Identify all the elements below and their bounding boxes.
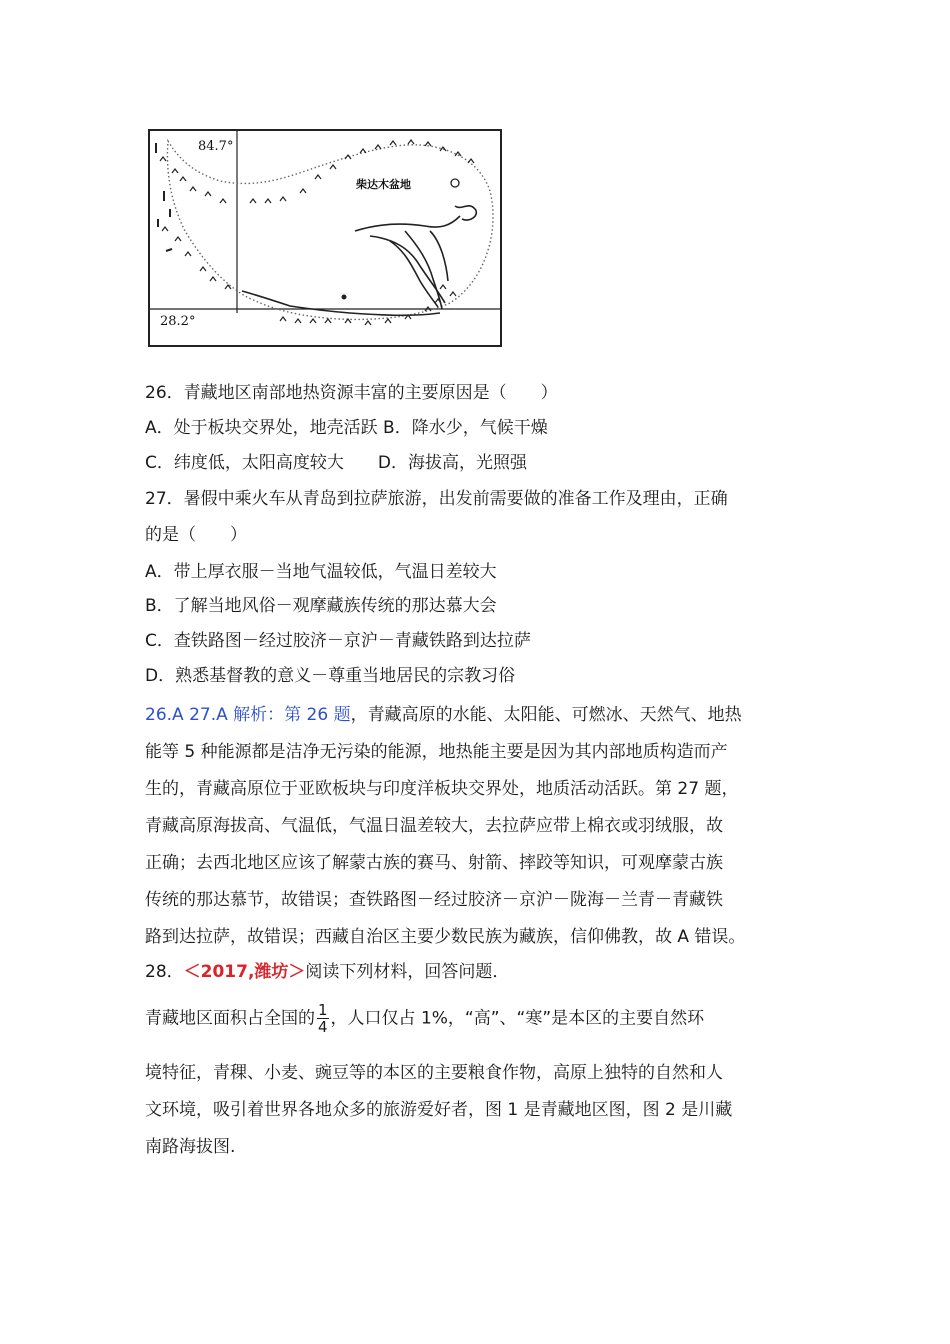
q26-stem: 26．青藏地区南部地热资源丰富的主要原因是（ ） [145, 383, 558, 403]
southern-border [242, 291, 440, 315]
q26-options-ab: A．处于板块交界处，地壳活跃 B．降水少，气候干燥 [145, 418, 548, 438]
qinghai-tibet-map [148, 129, 502, 347]
q27-option-d: D．熟悉基督教的意义－尊重当地居民的宗教习俗 [145, 666, 516, 686]
fraction-denominator: 4 [318, 1018, 328, 1036]
qaidam-basin-label: 柴达木盆地 [356, 178, 411, 191]
answer-line-1-rest: ，青藏高原的水能、太阳能、可燃冰、天然气、地热 [350, 705, 742, 725]
q27-stem-line2: 的是（ ） [145, 525, 247, 545]
answer-line-2: 能等 5 种能源都是洁净无污染的能源，地热能主要是因为其内部地质构造而产 [145, 742, 728, 762]
answer-line-3: 生的，青藏高原位于亚欧板块与印度洋板块交界处，地质活动活跃。第 27 题， [145, 779, 739, 799]
q28-p1-after: ，人口仅占 1%，“高”、“寒”是本区的主要自然环 [330, 1008, 705, 1029]
answer-line-6: 传统的那达慕节，故错误；查铁路图－经过胶济－京沪－陇海－兰青－青藏铁 [145, 890, 723, 910]
q28-heading [145, 960, 509, 984]
q28-paragraph-line3: 文环境，吸引着世界各地众多的旅游爱好者，图 1 是青藏地区图，图 2 是川藏 [145, 1100, 733, 1120]
q28-instruction: 阅读下列材料，回答问题． [305, 962, 510, 982]
map-drawing [150, 131, 500, 345]
mountain-symbols [160, 140, 474, 325]
latitude-top-label: 84.7° [198, 139, 234, 154]
q28-number: 28． [145, 962, 184, 982]
lake [342, 295, 347, 300]
fraction-one-quarter [317, 1002, 329, 1035]
q27-option-b: B．了解当地风俗－观摩藏族传统的那达慕大会 [145, 596, 497, 616]
answer-line-7: 路到达拉萨，故错误；西藏自治区主要少数民族为藏族，信仰佛教，故 A 错误。 [145, 927, 746, 947]
q28-source: ＜2017,潍坊＞ [183, 962, 306, 982]
latitude-bottom-label: 28.2° [160, 314, 196, 329]
q27-option-a: A．带上厚衣服－当地气温较低，气温日差较大 [145, 562, 497, 582]
q28-p1-before: 青藏地区面积占全国的 [145, 1008, 315, 1029]
lake [451, 179, 459, 187]
rivers [355, 206, 476, 309]
q28-paragraph-line4: 南路海拔图. [145, 1137, 236, 1157]
q26-options-cd: C．纬度低，太阳高度较大 D．海拔高，光照强 [145, 453, 527, 473]
q27-stem-line1: 27．暑假中乘火车从青岛到拉萨旅游，出发前需要做的准备工作及理由，正确 [145, 489, 728, 509]
answer-line-1 [145, 703, 742, 727]
answer-line-5: 正确；去西北地区应该了解蒙古族的赛马、射箭、摔跤等知识，可观摩蒙古族 [145, 853, 723, 873]
q28-paragraph-line1 [145, 1002, 704, 1035]
fraction-numerator: 1 [318, 1001, 328, 1019]
answer-line-4: 青藏高原海拔高、气温低，气温日温差较大，去拉萨应带上棉衣或羽绒服，故 [145, 816, 723, 836]
q28-paragraph-line2: 境特征，青稞、小麦、豌豆等的本区的主要粮食作物，高原上独特的自然和人 [145, 1063, 723, 1083]
q27-option-c: C．查铁路图－经过胶济－京沪－青藏铁路到达拉萨 [145, 631, 531, 651]
answer-prefix: 26.A 27.A 解析：第 26 题 [145, 705, 351, 725]
